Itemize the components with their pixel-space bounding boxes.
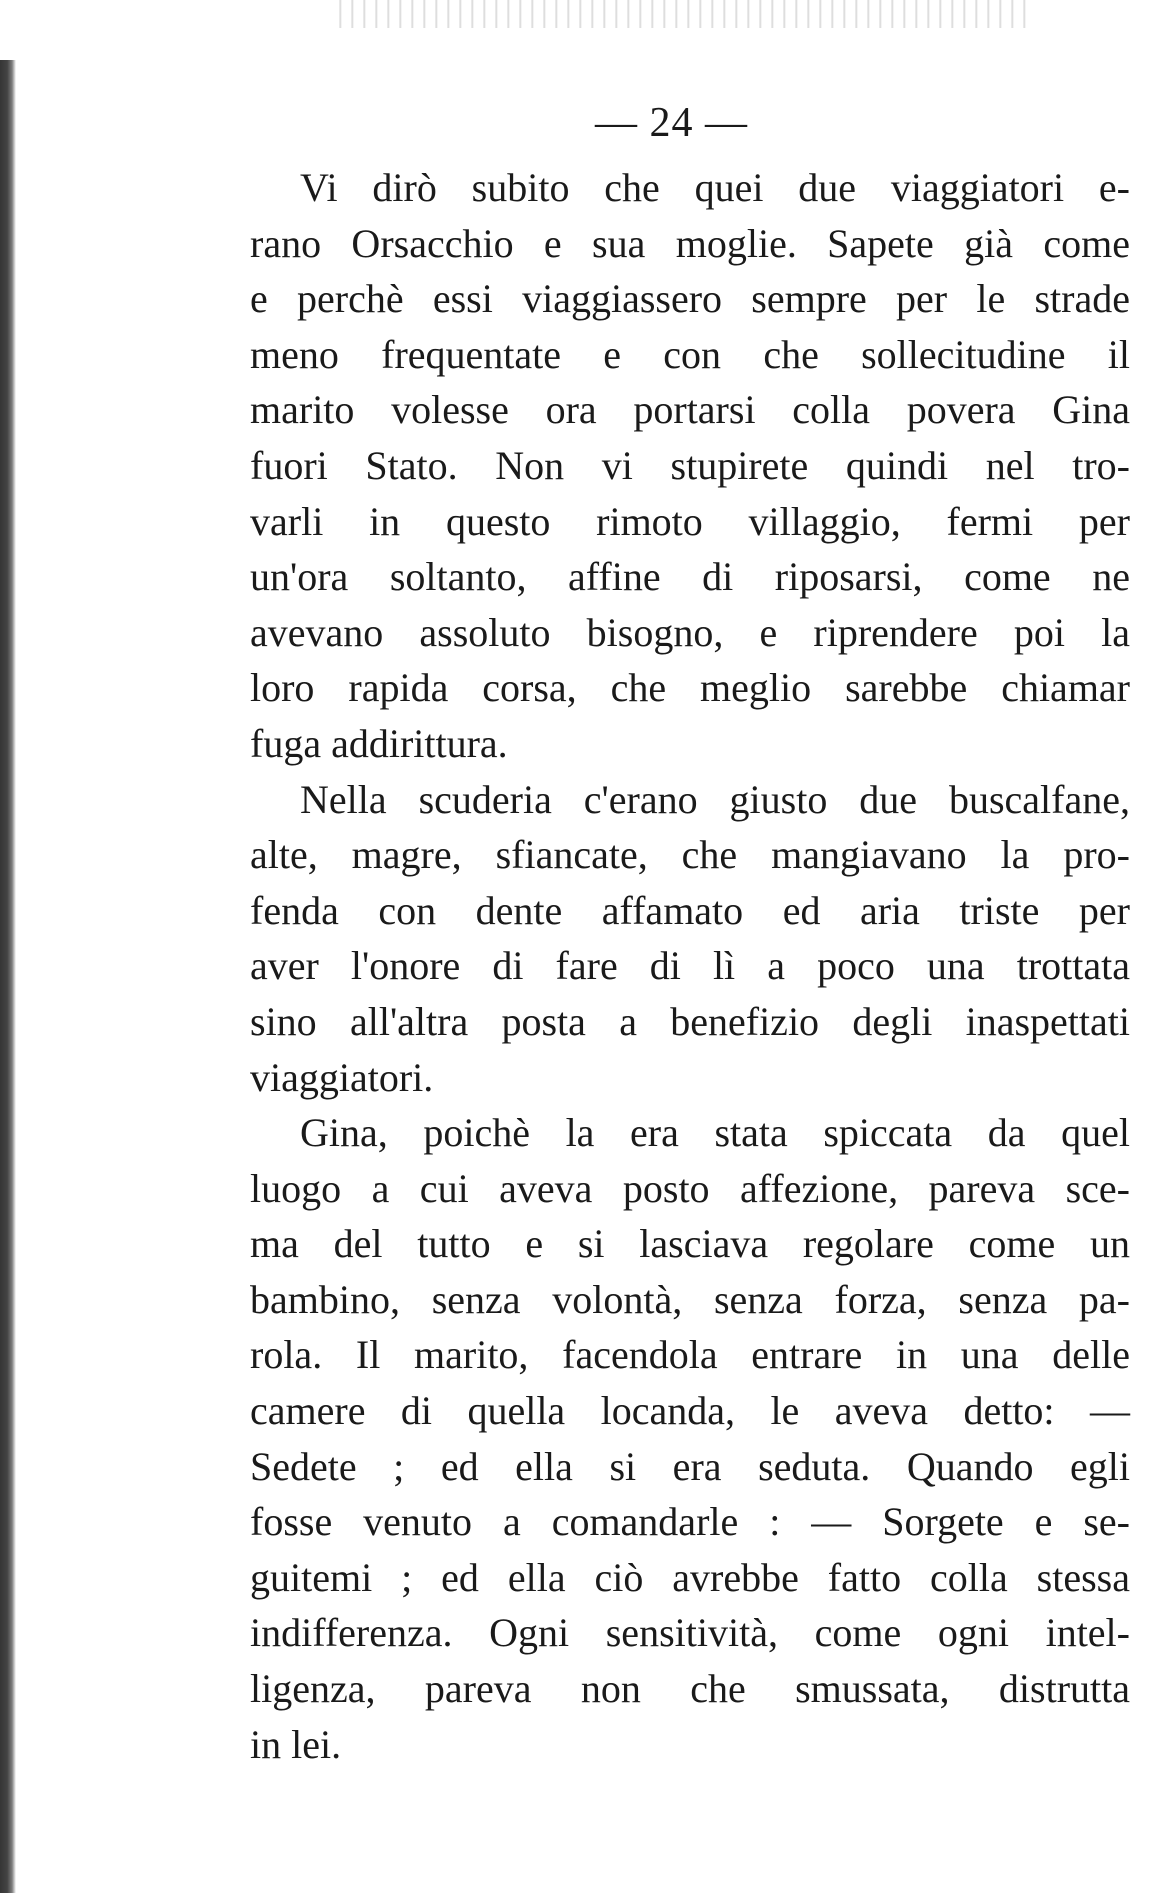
text-line: ma del tutto e si lasciava regolare come un	[250, 1221, 1130, 1267]
text-line: bambino, senza volontà, senza forza, senza pa-	[250, 1276, 1130, 1322]
text-line: in lei.	[250, 1721, 342, 1767]
paragraph-1	[250, 160, 1130, 772]
page-body	[250, 160, 1130, 1772]
text-line: Nella scuderia c'erano giusto due buscalfane,	[300, 776, 1130, 822]
paragraph-3	[250, 1105, 1130, 1772]
scan-binding-edge	[0, 60, 16, 1893]
text-line: ligenza, pareva non che smussata, distrutta	[250, 1666, 1130, 1712]
text-line: sino all'altra posta a benefizio degli inaspettati	[250, 998, 1130, 1044]
text-line: aver l'onore di fare di lì a poco una trottata	[250, 943, 1130, 989]
text-line: Gina, poichè la era stata spiccata da quel	[300, 1110, 1130, 1156]
text-line: fenda con dente affamato ed aria triste per	[250, 887, 1130, 933]
text-line: rano Orsacchio e sua moglie. Sapete già come	[250, 220, 1130, 266]
text-line: guitemi ; ed ella ciò avrebbe fatto colla stessa	[250, 1554, 1130, 1600]
text-line: Vi dirò subito che quei due viaggiatori e-	[300, 165, 1130, 210]
text-line: viaggiatori.	[250, 1054, 434, 1100]
text-line: varli in questo rimoto villaggio, fermi per	[250, 498, 1130, 544]
text-line: fuga addirittura.	[250, 720, 508, 766]
text-line: meno frequentate e con che sollecitudine il	[250, 331, 1130, 377]
text-line: luogo a cui aveva posto affezione, pareva sce-	[250, 1165, 1130, 1211]
text-line: marito volesse ora portarsi colla povera Gina	[250, 387, 1130, 433]
text-line: un'ora soltanto, affine di riposarsi, come ne	[250, 554, 1130, 600]
page-number: — 24 —	[595, 100, 748, 146]
text-line: fuori Stato. Non vi stupirete quindi nel tro-	[250, 442, 1130, 488]
paragraph-2	[250, 772, 1130, 1106]
text-line: camere di quella locanda, le aveva detto: —	[250, 1388, 1130, 1434]
text-line: fosse venuto a comandarle : — Sorgete e se-	[250, 1499, 1130, 1545]
text-line: alte, magre, sfiancate, che mangiavano la pro-	[250, 832, 1130, 878]
text-line: avevano assoluto bisogno, e riprendere poi la	[250, 609, 1130, 655]
scan-noise	[330, 0, 1030, 28]
text-line: rola. Il marito, facendola entrare in una delle	[250, 1332, 1130, 1378]
text-line: loro rapida corsa, che meglio sarebbe chiamar	[250, 665, 1130, 711]
text-line: e perchè essi viaggiassero sempre per le strade	[250, 276, 1130, 322]
text-line: Sedete ; ed ella si era seduta. Quando egli	[250, 1443, 1130, 1489]
text-line: indifferenza. Ogni sensitività, come ogni intel-	[250, 1610, 1130, 1656]
